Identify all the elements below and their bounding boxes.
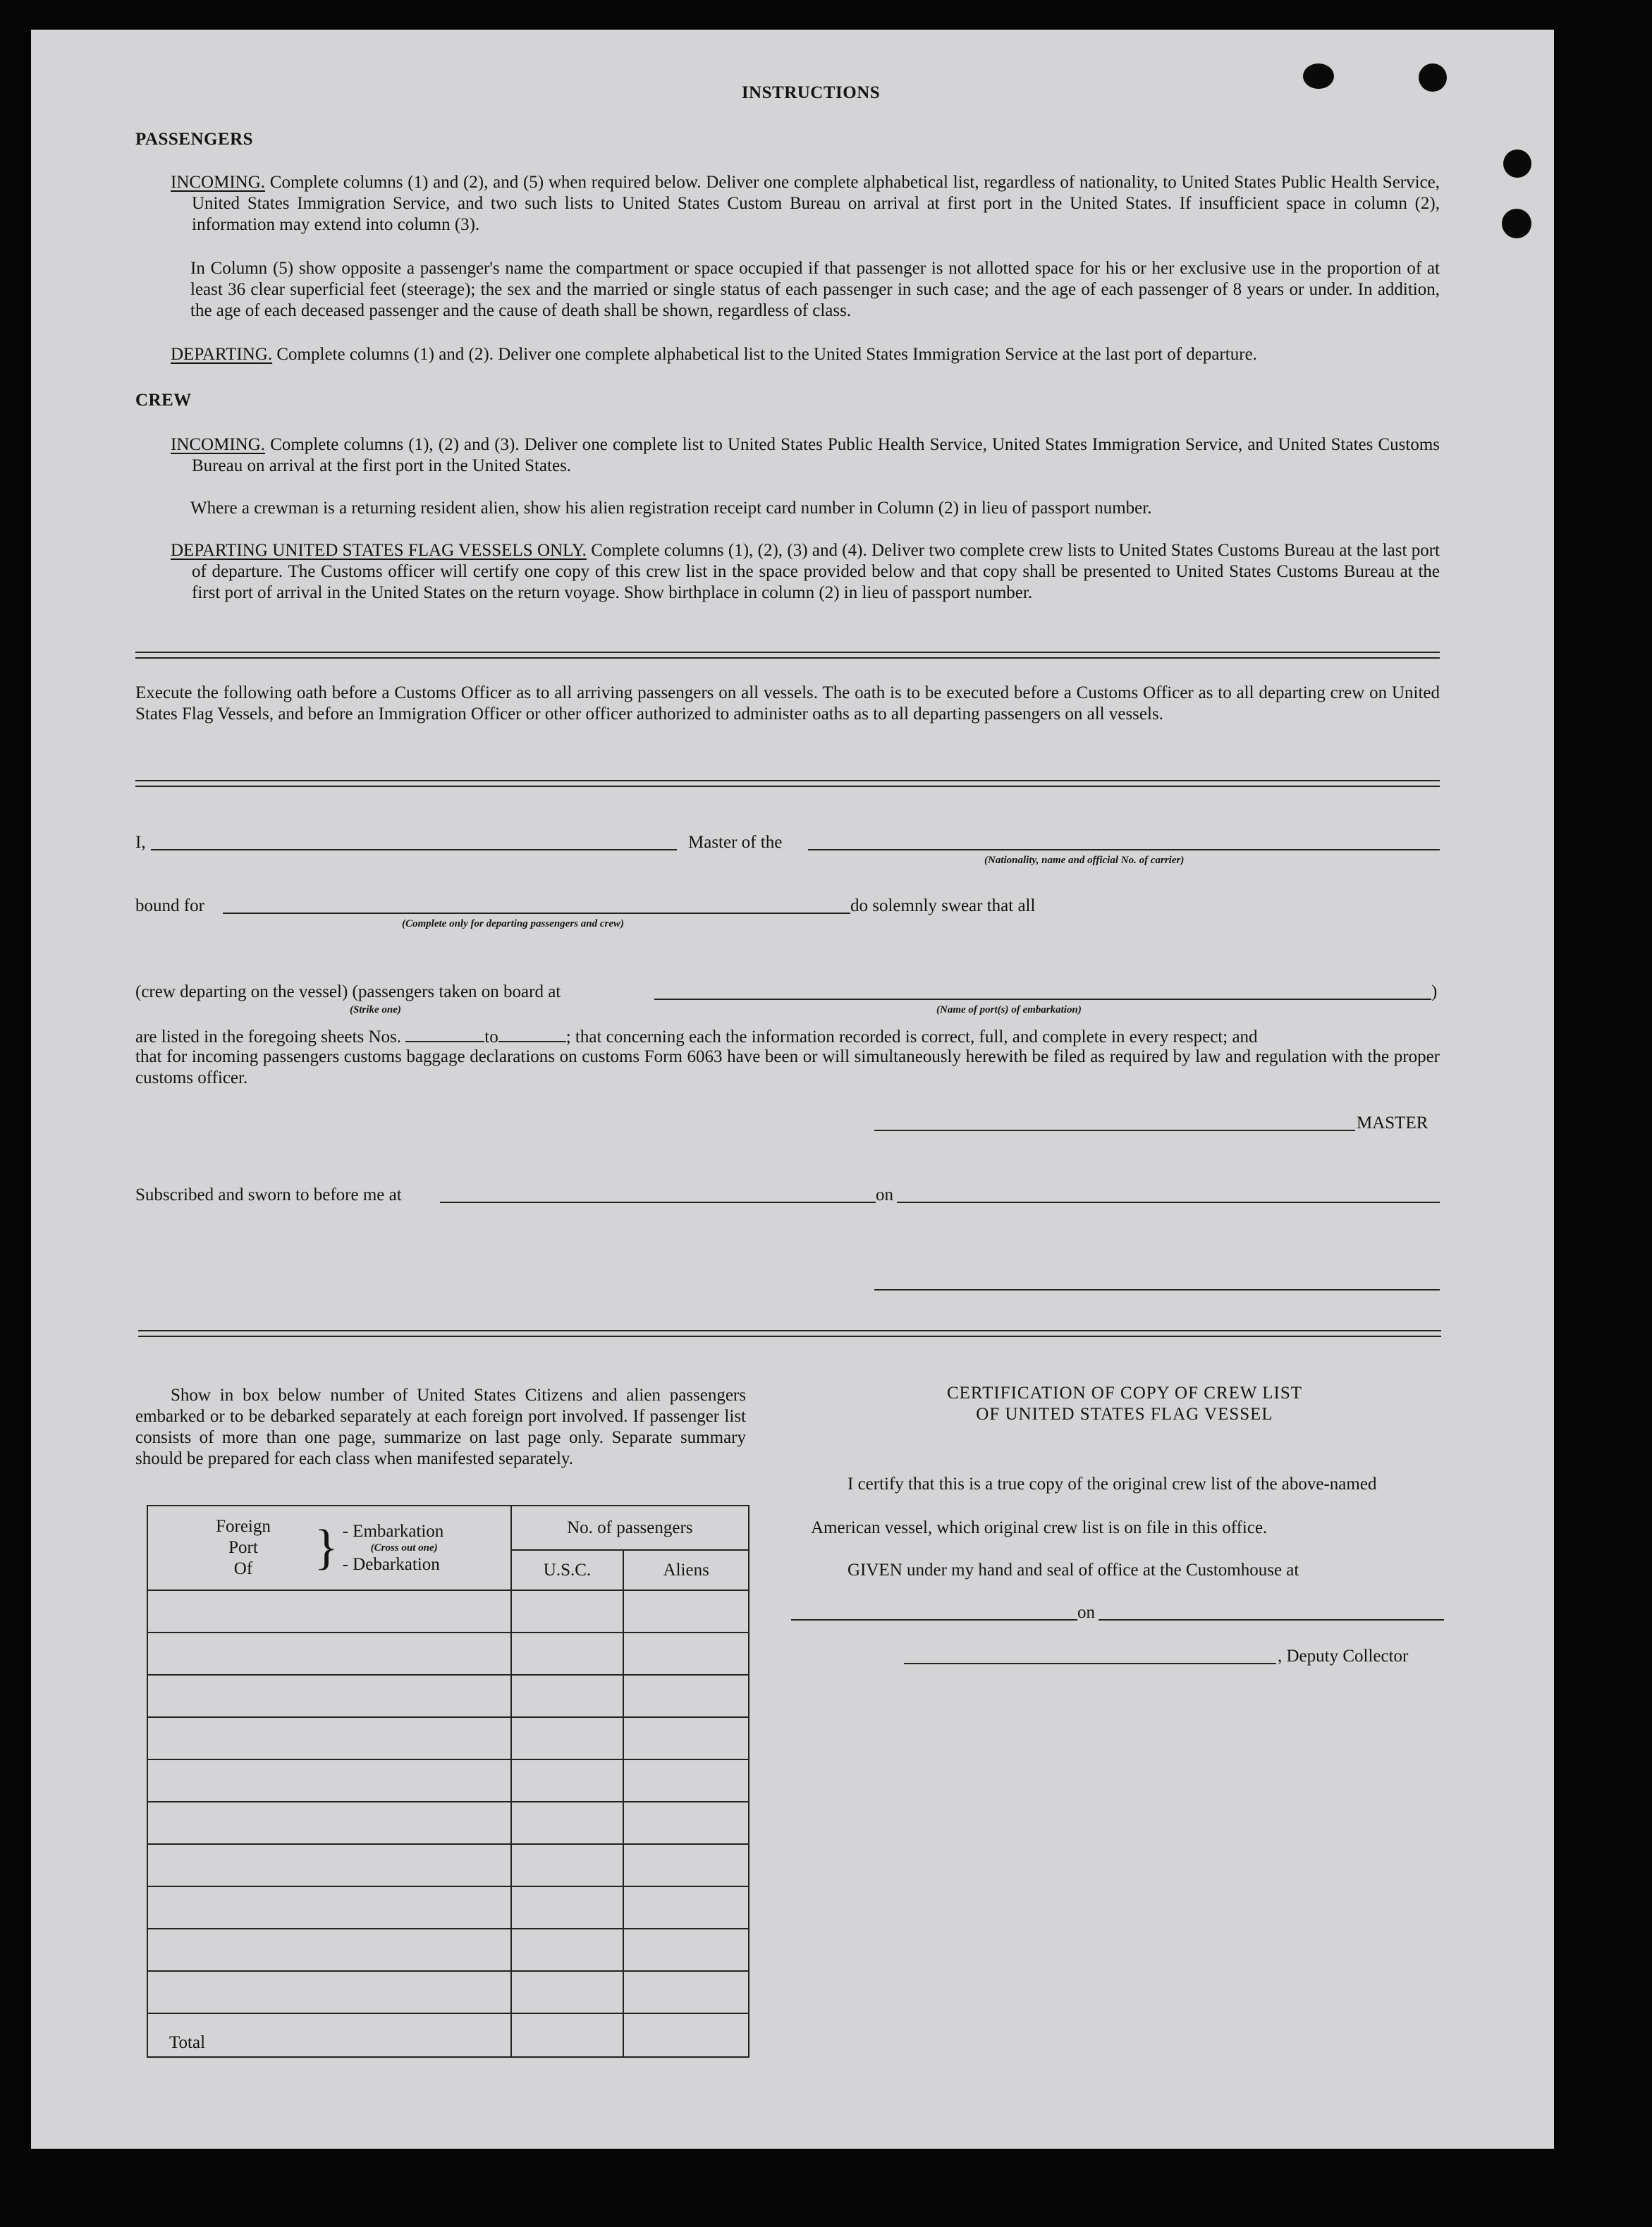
passengers-departing-label: DEPARTING. [171, 345, 273, 364]
sworn-date-field[interactable] [897, 1202, 1440, 1203]
debarkation-label: - Debarkation [342, 1554, 440, 1574]
table-row [147, 1971, 749, 2013]
foreign-port-of: Foreign Port Of [216, 1517, 271, 1578]
deputy-signature-field[interactable] [904, 1663, 1276, 1664]
crew-incoming [171, 434, 1440, 477]
aliens-cell[interactable] [623, 1844, 749, 1886]
deputy-collector-label: , Deputy Collector [1278, 1647, 1409, 1666]
sheet-to-field[interactable] [498, 1025, 566, 1042]
table-row [147, 1675, 749, 1717]
port-cell[interactable] [147, 1802, 511, 1844]
no-of-passengers-header: No. of passengers [511, 1506, 749, 1550]
aliens-cell[interactable] [623, 1886, 749, 1929]
port-cell[interactable] [147, 1844, 511, 1886]
usc-cell[interactable] [511, 1717, 624, 1759]
port-cell[interactable] [147, 1929, 511, 1971]
crew-heading: CREW [135, 391, 192, 410]
section-divider [135, 652, 1440, 659]
swear-text: do solemnly swear that all [850, 896, 1036, 915]
aliens-cell[interactable] [623, 1759, 749, 1802]
oath-instruction: Execute the following oath before a Customs Officer as to all arriving passengers on all vessels. The oath is to be executed before a Customs Officer as to all departing crew on United States Flag Vessels, and before an Immigration Officer or other officer authorized to administer oaths as to all departing passengers on all vessels. [135, 683, 1440, 724]
listed-to: to [484, 1027, 498, 1047]
passenger-summary-table [147, 1505, 749, 2058]
listed-line [135, 1025, 1440, 1048]
oath-i: I, [135, 833, 146, 852]
section-divider [135, 780, 1440, 787]
port-cell[interactable] [147, 1886, 511, 1929]
sworn-on: on [876, 1185, 893, 1204]
passengers-column5-text: In Column (5) show opposite a passenger's name the compartment or space occupied if that passenger is not allotted space for his or her exclusive use in the proportion of at least 36 clear superficial feet (steerage); the sex and the married or single status of each passenger in such case; and the age of each passenger of 8 years or under. In addition, the age of each deceased passenger and the cause of death shall be shown, regardless of class. [190, 259, 1440, 320]
usc-cell[interactable] [511, 1802, 624, 1844]
port-cell[interactable] [147, 1759, 511, 1802]
usc-cell[interactable] [511, 1633, 624, 1675]
aliens-cell[interactable] [623, 1633, 749, 1675]
usc-cell[interactable] [511, 1675, 624, 1717]
certify-line-1: I certify that this is a true copy of the original crew list of the above-named [848, 1475, 1377, 1494]
ports-caption: (Name of port(s) of embarkation) [936, 1004, 1082, 1015]
aliens-cell[interactable] [623, 1717, 749, 1759]
listed-text-b: ; that concerning each the information recorded is correct, full, and complete in every respect; and [565, 1027, 1258, 1047]
crew-incoming-text: Complete columns (1), (2) and (3). Deliver one complete list to United States Public Health Service, United States Immigration Service, and United States Customs Bureau on arrival at the first port in the United States. [192, 435, 1440, 475]
listed-rest: that for incoming passengers customs baggage declarations on customs Form 6063 have been or will simultaneously herewith be filed as required by law and regulation with the proper customs officer. [135, 1047, 1440, 1087]
listed-text-a: are listed in the foregoing sheets Nos. [135, 1027, 401, 1047]
certification-title-1: CERTIFICATION OF COPY OF CREW LIST [946, 1384, 1303, 1403]
foreign-port-header [147, 1506, 511, 1590]
passengers-heading: PASSENGERS [135, 130, 254, 149]
customhouse-field[interactable] [791, 1619, 1077, 1621]
master-name-field[interactable] [151, 849, 677, 850]
punch-hole-mark [1419, 63, 1447, 92]
port-cell[interactable] [147, 1717, 511, 1759]
master-signature-field[interactable] [874, 1130, 1355, 1131]
usc-cell[interactable] [511, 1929, 624, 1971]
aliens-cell[interactable] [623, 1929, 749, 1971]
table-row [147, 1717, 749, 1759]
bound-for: bound for [135, 896, 204, 915]
certification-date-field[interactable] [1099, 1619, 1444, 1621]
punch-hole-mark [1502, 209, 1531, 238]
summary-body [147, 1590, 749, 2013]
subscribed-text: Subscribed and sworn to before me at [135, 1185, 402, 1204]
aliens-cell[interactable] [623, 1971, 749, 2013]
bound-caption: (Complete only for departing passengers and crew) [402, 918, 624, 929]
crew-alien-text: Where a crewman is a returning resident alien, show his alien registration receipt card number in Column (2) in lieu of passport number. [190, 499, 1152, 518]
section-divider [138, 1330, 1441, 1337]
crew-departing-line: (crew departing on the vessel) (passengers taken on board at [135, 982, 561, 1001]
aliens-cell[interactable] [623, 1802, 749, 1844]
close-paren: ) [1431, 982, 1438, 1001]
nationality-caption: (Nationality, name and official No. of carrier) [984, 855, 1185, 866]
crew-departing [171, 540, 1440, 604]
strike-one-caption: (Strike one) [350, 1004, 401, 1015]
aliens-cell[interactable] [623, 1675, 749, 1717]
cross-out-caption: (Cross out one) [370, 1542, 438, 1554]
page-title: INSTRUCTIONS [741, 83, 881, 102]
aliens-header: Aliens [623, 1550, 749, 1590]
certification-title-2: OF UNITED STATES FLAG VESSEL [976, 1405, 1273, 1424]
crew-departing-text: Complete columns (1), (2), (3) and (4). Deliver two complete crew lists to United States Customs Bureau at the last port of departure. The Customs officer will certify one copy of this crew list in the space provided below and that copy shall be presented to United States Customs Bureau at the first port of arrival in the United States on the return voyage. Show birthplace in column (2) in lieu of passport number. [192, 541, 1440, 602]
table-row [147, 1844, 749, 1886]
summary-text: Show in box below number of United States Citizens and alien passengers embarked or to be debarked separately at each foreign port involved. If passenger list consists of more than one page, summarize on last page only. Separate summary should be prepared for each class when manifested separately. [135, 1386, 746, 1468]
usc-cell[interactable] [511, 1886, 624, 1929]
certify-line-2: American vessel, which original crew list is on file in this office. [811, 1518, 1268, 1537]
total-usc-cell[interactable] [511, 2013, 624, 2057]
embarkation-label: - Embarkation [342, 1521, 444, 1541]
punch-hole-mark [1503, 150, 1531, 178]
crew-incoming-label: INCOMING. [171, 435, 266, 454]
bound-for-field[interactable] [223, 913, 850, 914]
embarkation-port-field[interactable] [654, 999, 1431, 1000]
given-text: GIVEN under my hand and seal of office at the Customhouse at [848, 1561, 1299, 1580]
punch-hole-mark [1303, 63, 1334, 89]
usc-cell[interactable] [511, 1759, 624, 1802]
passengers-incoming-label: INCOMING. [171, 173, 266, 192]
total-aliens-cell[interactable] [623, 2013, 749, 2057]
officer-signature-field[interactable] [874, 1289, 1440, 1291]
table-row [147, 1759, 749, 1802]
port-cell[interactable] [147, 1971, 511, 2013]
port-cell[interactable] [147, 1633, 511, 1675]
total-label: Total [147, 2013, 511, 2057]
sheet-from-field[interactable] [405, 1025, 484, 1042]
table-row [147, 1886, 749, 1929]
table-row [147, 1929, 749, 1971]
usc-header: U.S.C. [511, 1550, 624, 1590]
aliens-cell[interactable] [623, 1590, 749, 1633]
brace-icon: } [314, 1520, 338, 1575]
passengers-incoming-text: Complete columns (1) and (2), and (5) when required below. Deliver one complete alphabetical list, regardless of nationality, to United States Public Health Service, United States Immigration Service, and two such lists to United States Custom Bureau on arrival at first port in the United States. If insufficient space in column (2), information may extend into column (3). [192, 173, 1440, 234]
passengers-incoming [171, 172, 1440, 236]
usc-cell[interactable] [511, 1971, 624, 2013]
table-row [147, 1633, 749, 1675]
usc-cell[interactable] [511, 1590, 624, 1633]
passengers-departing [171, 344, 1440, 365]
table-row [147, 1802, 749, 1844]
port-cell[interactable] [147, 1675, 511, 1717]
passengers-departing-text: Complete columns (1) and (2). Deliver one complete alphabetical list to the United States Immigration Service at the last port of departure. [276, 345, 1257, 364]
table-row [147, 1590, 749, 1633]
crew-departing-label: DEPARTING UNITED STATES FLAG VESSELS ONLY. [171, 541, 587, 560]
sworn-place-field[interactable] [440, 1202, 876, 1203]
master-label: MASTER [1357, 1114, 1428, 1133]
usc-cell[interactable] [511, 1844, 624, 1886]
certification-on: on [1077, 1603, 1095, 1622]
master-of-the: Master of the [688, 833, 783, 852]
port-cell[interactable] [147, 1590, 511, 1633]
carrier-field[interactable] [808, 849, 1440, 850]
